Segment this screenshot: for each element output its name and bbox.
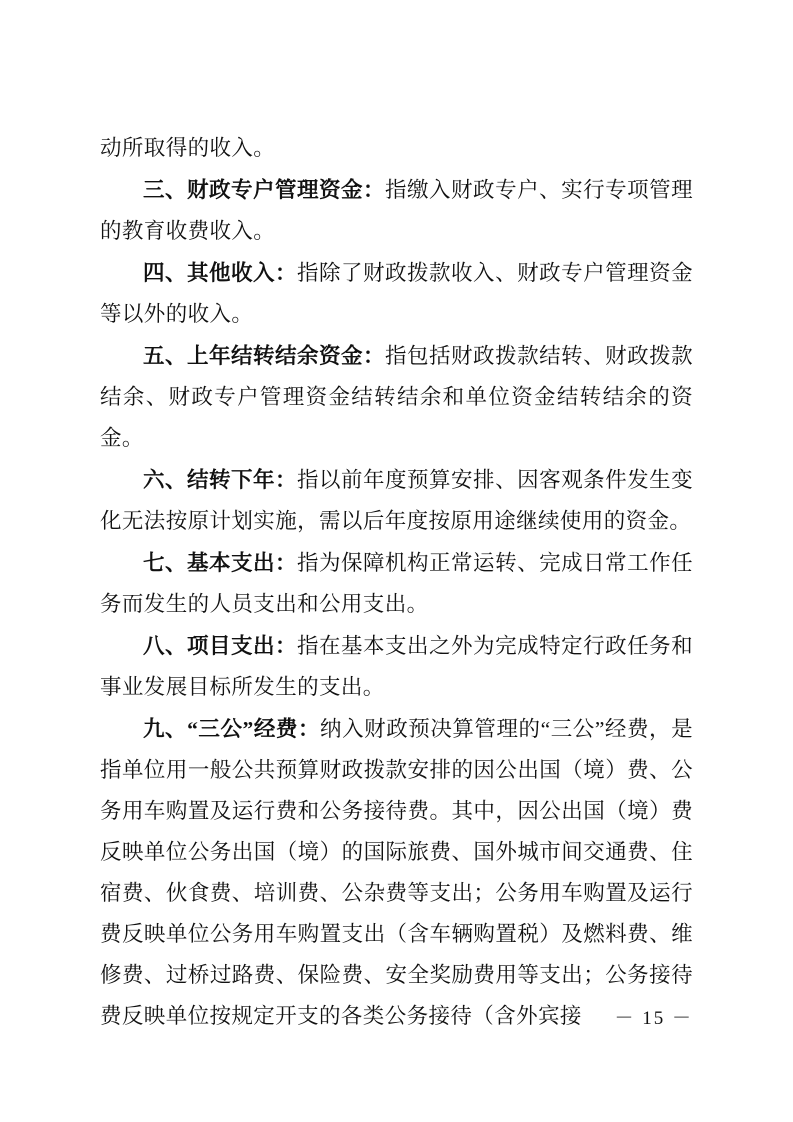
paragraph-lead: 五、上年结转结余资金：	[143, 344, 386, 368]
paragraph-text: 指包括财政拨款结转、财政拨款结余、财政专户管理资金结转结余和单位资金结转结余的资金。	[100, 344, 693, 450]
paragraph	[100, 336, 693, 459]
paragraph	[100, 128, 693, 169]
paragraph-text: 指为保障机构正常运转、完成日常工作任务而发生的人员支出和公用支出。	[100, 551, 693, 616]
paragraph	[100, 543, 693, 625]
paragraph-text: 动所取得的收入。	[100, 136, 276, 160]
paragraph-text: 指在基本支出之外为完成特定行政任务和事业发展目标所发生的支出。	[100, 634, 693, 699]
paragraph	[100, 709, 693, 1037]
paragraph	[100, 253, 693, 335]
paragraph-text: 指缴入财政专户、实行专项管理的教育收费收入。	[100, 178, 693, 243]
paragraph-text: 指除了财政拨款收入、财政专户管理资金等以外的收入。	[100, 261, 693, 326]
paragraph-lead: 三、财政专户管理资金：	[143, 178, 386, 202]
paragraph	[100, 460, 693, 542]
paragraph-text: 指以前年度预算安排、因客观条件发生变化无法按原计划实施，需以后年度按原用途继续使用的资金。	[100, 468, 693, 533]
paragraph-lead: 六、结转下年：	[143, 468, 298, 492]
paragraph-text: 纳入财政预决算管理的“三公”经费，是指单位用一般公共预算财政拨款安排的因公出国（境）费、公务用车购置及运行费和公务接待费。其中，因公出国（境）费反映单位公务出国（境）的国际旅费、国外城市间交通费、住宿费、伙食费、培训费、公杂费等支出；公务用车购置及运行费反映单位公务用车购置支出（含车辆购置税）及燃料费、维修费、过桥过路费、保险费、安全奖励费用等支出；公务接待费反映单位按规定开支的各类公务接待（含外宾接	[100, 717, 693, 1028]
paragraph-lead: 四、其他收入：	[143, 261, 298, 285]
paragraph-lead: 八、项目支出：	[143, 634, 298, 658]
paragraph-lead: 九、“三公”经费：	[143, 717, 321, 741]
paragraph	[100, 170, 693, 252]
paragraph	[100, 626, 693, 708]
document-body	[100, 128, 693, 1038]
paragraph-lead: 七、基本支出：	[143, 551, 298, 575]
page-number: － 15 －	[614, 1008, 693, 1029]
